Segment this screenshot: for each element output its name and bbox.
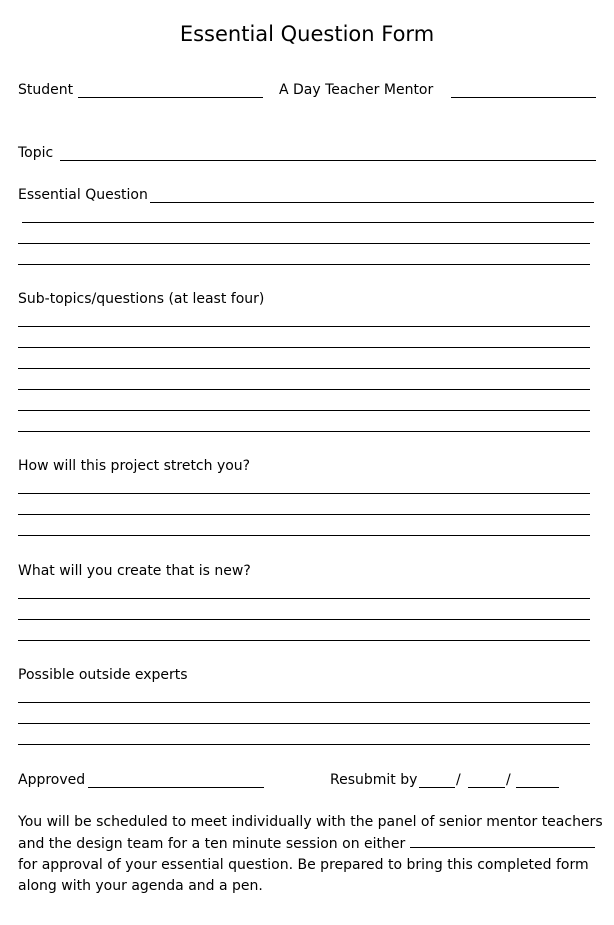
essential-question-label: Essential Question	[18, 187, 148, 203]
experts-label: Possible outside experts	[18, 667, 188, 683]
resubmit-day-field[interactable]	[468, 787, 505, 788]
subtopics-line[interactable]	[18, 431, 590, 432]
session-date-field[interactable]	[410, 833, 595, 848]
create-line[interactable]	[18, 640, 590, 641]
essential-question-line[interactable]	[18, 243, 590, 244]
subtopics-line[interactable]	[18, 368, 590, 369]
instructions-text-part1: You will be scheduled to meet individually with the panel of senior mentor teachers and the design team for a ten minute session on either	[18, 814, 603, 852]
create-label: What will you create that is new?	[18, 563, 251, 579]
resubmit-month-field[interactable]	[419, 787, 455, 788]
topic-field[interactable]	[60, 160, 596, 161]
essential-question-line[interactable]	[18, 264, 590, 265]
stretch-line[interactable]	[18, 493, 590, 494]
date-separator: /	[456, 772, 461, 788]
essential-question-line[interactable]	[22, 222, 594, 223]
stretch-label: How will this project stretch you?	[18, 458, 251, 474]
topic-label: Topic	[18, 145, 54, 161]
subtopics-line[interactable]	[18, 389, 590, 390]
resubmit-year-field[interactable]	[516, 787, 559, 788]
stretch-line[interactable]	[18, 535, 590, 536]
student-field[interactable]	[78, 97, 263, 98]
essential-question-field[interactable]	[150, 202, 594, 203]
mentor-label: A Day Teacher Mentor	[279, 82, 434, 98]
mentor-field[interactable]	[451, 97, 596, 98]
approved-field[interactable]	[88, 787, 264, 788]
instructions-text-part2: for approval of your essential question. Be prepared to bring this completed form along with your agenda and a pen.	[18, 857, 589, 894]
date-separator: /	[506, 772, 511, 788]
subtopics-line[interactable]	[18, 326, 590, 327]
stretch-line[interactable]	[18, 514, 590, 515]
form-title: Essential Question Form	[179, 22, 435, 46]
create-line[interactable]	[18, 598, 590, 599]
experts-line[interactable]	[18, 702, 590, 703]
experts-line[interactable]	[18, 744, 590, 745]
experts-line[interactable]	[18, 723, 590, 724]
approved-label: Approved	[18, 772, 86, 788]
instructions-paragraph	[18, 812, 603, 897]
subtopics-line[interactable]	[18, 347, 590, 348]
student-label: Student	[18, 82, 74, 98]
create-line[interactable]	[18, 619, 590, 620]
subtopics-line[interactable]	[18, 410, 590, 411]
resubmit-label: Resubmit by	[330, 772, 418, 788]
subtopics-label: Sub-topics/questions (at least four)	[18, 291, 265, 307]
